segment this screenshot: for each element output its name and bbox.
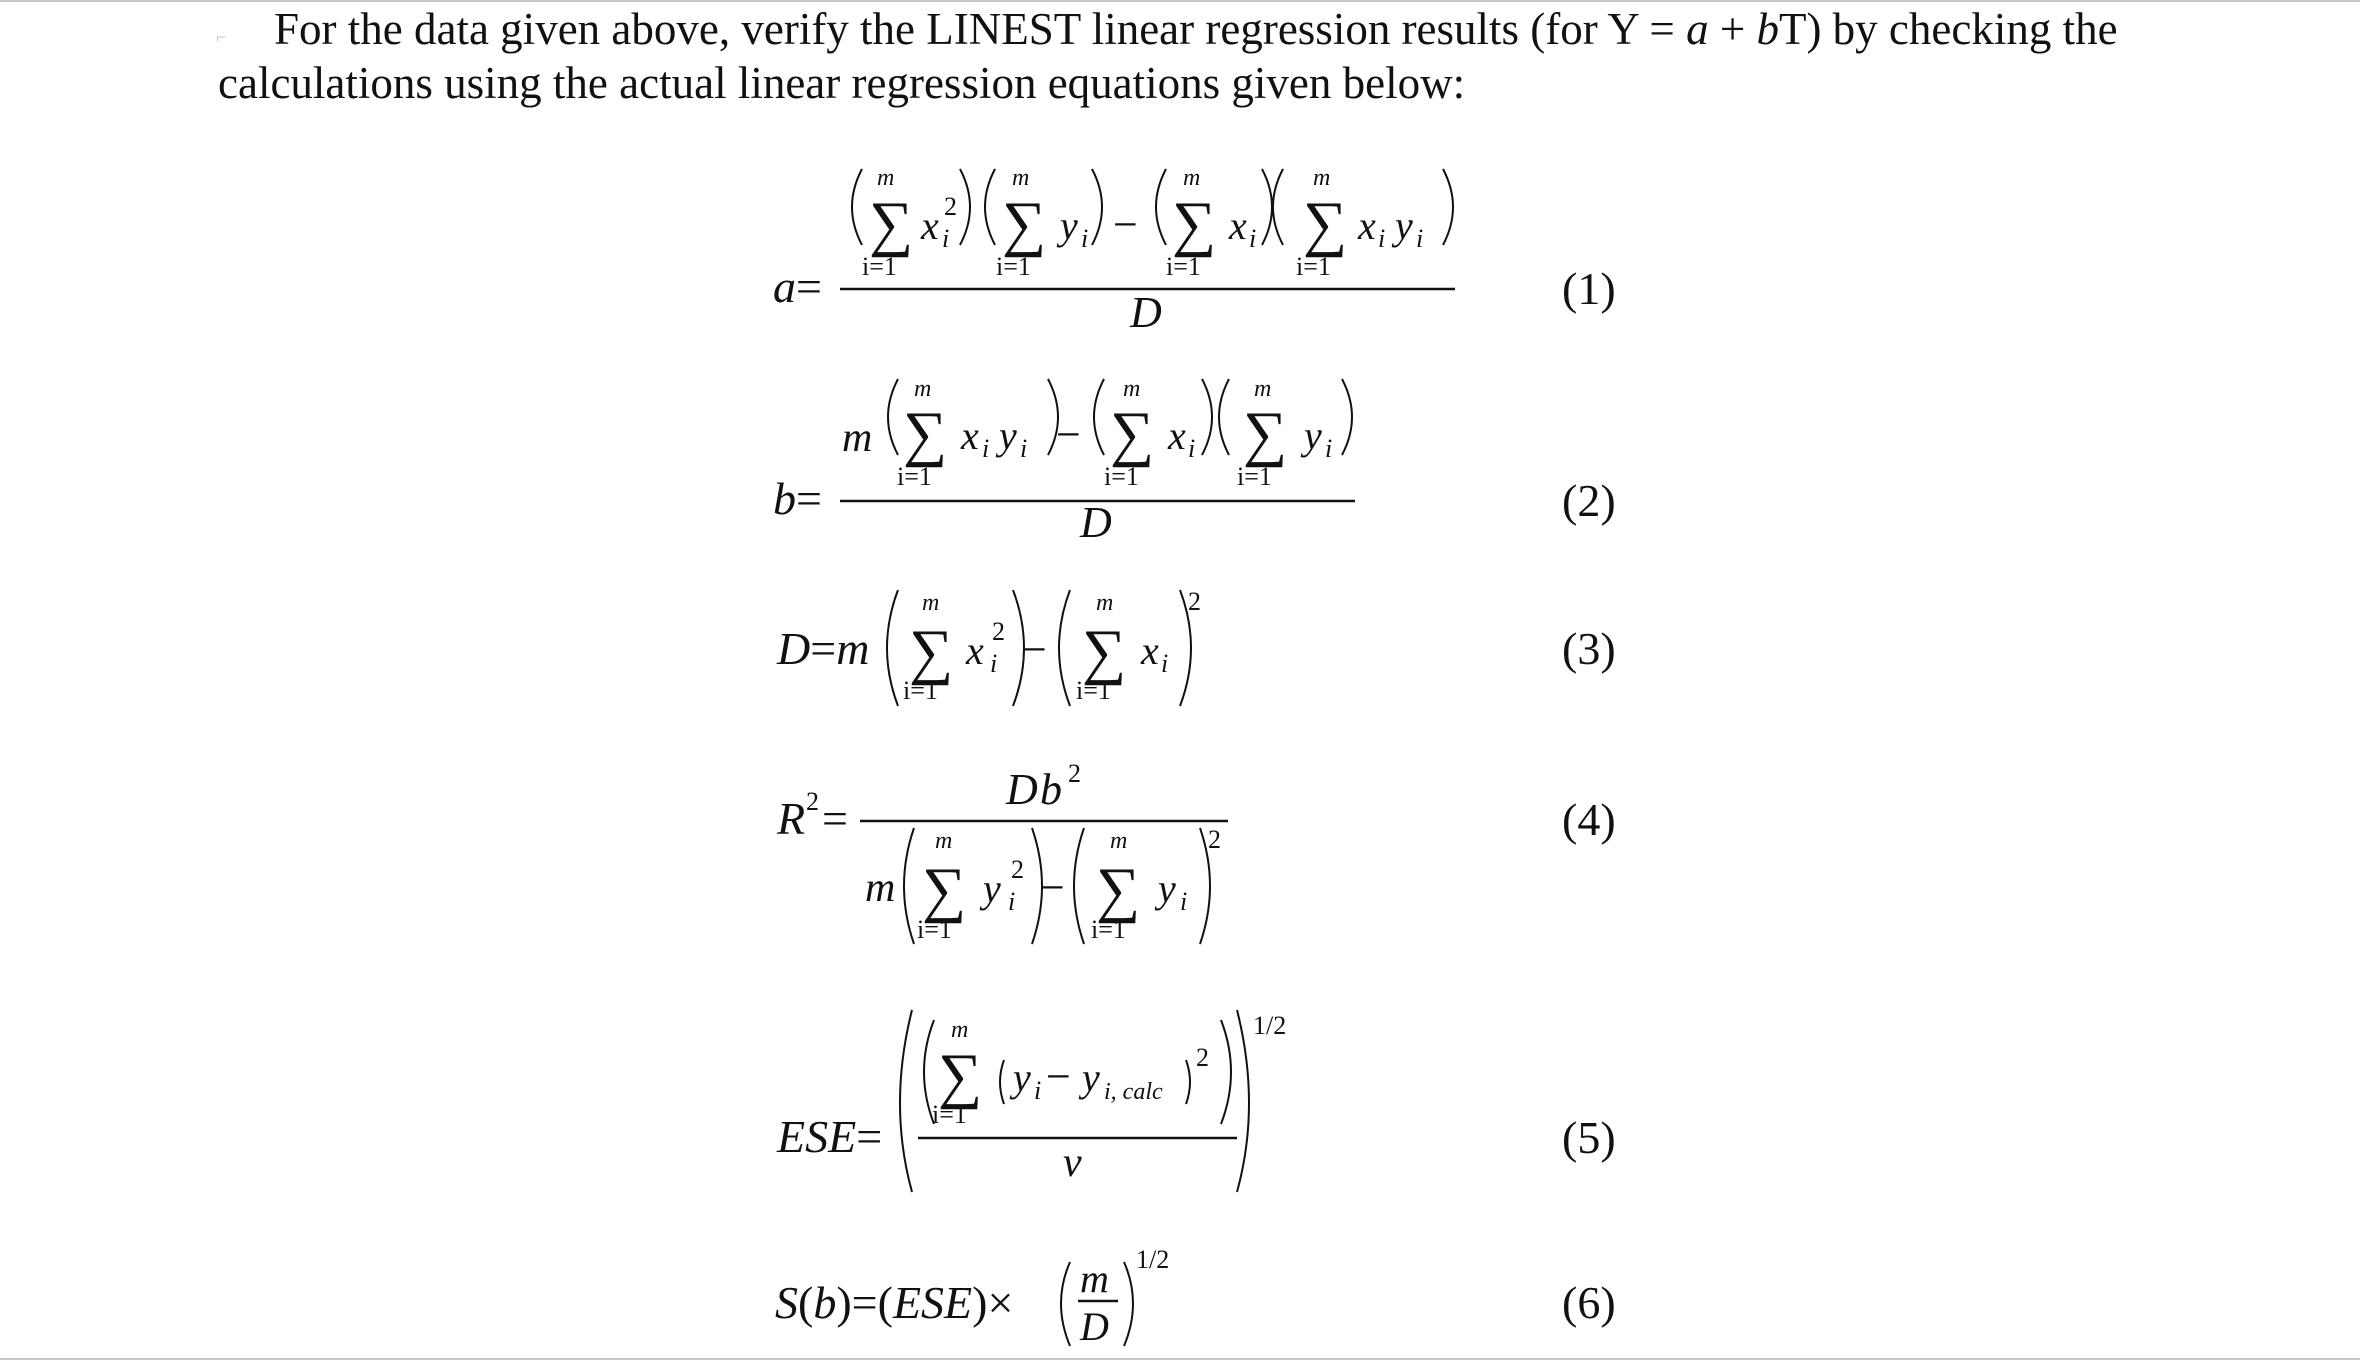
eq1-paren-open-4: [1273, 169, 1283, 245]
eq1-paren-open-3: [1156, 169, 1166, 245]
eq4-lhs: R: [777, 793, 806, 844]
eq4-y-2: y: [1158, 866, 1176, 911]
paragraph-anchor-icon: ⌐: [216, 27, 227, 47]
eq1-sum-1: ∑: [869, 190, 914, 258]
eq5-sub-calc: i, calc: [1104, 1079, 1163, 1105]
eq2-m: m: [842, 415, 873, 461]
equation-2: [773, 376, 1355, 547]
eq2-sum-2: ∑: [1110, 400, 1155, 468]
eq2-paren-open-3: [1219, 379, 1229, 455]
eq4-paren-open-1: [904, 828, 914, 944]
eq6-lhs: S: [775, 1277, 798, 1328]
eq1-paren-close-4: [1443, 169, 1453, 245]
equation-4: [776, 759, 1228, 944]
equation-3: [776, 587, 1201, 706]
eq5-sum: ∑: [938, 1042, 983, 1110]
eq5-lower-limit: i=1: [932, 1100, 967, 1129]
eq2-paren-open-2: [1094, 379, 1104, 455]
eq3-lower-limit-2: i=1: [1076, 676, 1111, 705]
eq4-num-b: b: [1040, 765, 1062, 814]
intro-var-a: a: [1686, 4, 1709, 54]
eq4-exp-1: 2: [1011, 855, 1024, 884]
intro-text-1: For the data given above, verify the LINEST linear regression results (for Y =: [274, 4, 1687, 54]
eq2-equals: =: [796, 473, 822, 524]
eq5-equals: =: [856, 1111, 883, 1162]
eq1-sum-4: ∑: [1303, 190, 1348, 258]
equation-number-6: (6): [1562, 1277, 1616, 1328]
eq1-lower-limit-1: i=1: [862, 252, 897, 281]
eq2-upper-limit-2: m: [1123, 376, 1141, 402]
eq2-sum-3: ∑: [1243, 400, 1288, 468]
eq5-denominator: v: [1063, 1140, 1082, 1186]
equation-5: [776, 1010, 1286, 1192]
eq1-sub-1: i: [942, 224, 950, 253]
eq2-sum-1: ∑: [903, 400, 948, 468]
eq2-upper-limit-3: m: [1254, 376, 1272, 402]
equation-number-4: (4): [1562, 794, 1616, 845]
eq4-lower-limit-1: i=1: [917, 915, 952, 944]
equation-number-3: (3): [1562, 623, 1616, 674]
eq5-ycalc: y: [1082, 1055, 1100, 1100]
eq3-upper-limit-2: m: [1096, 590, 1114, 616]
eq1-paren-open-1: [852, 169, 862, 245]
eq2-sub-1b: i: [1020, 434, 1028, 463]
eq2-paren-close-3: [1342, 379, 1352, 455]
eq3-x-1: x: [966, 628, 984, 673]
svg-text:a=: [773, 261, 822, 312]
eq6-paren-close: ): [836, 1277, 852, 1328]
eq6-paren-open-2: (: [877, 1277, 893, 1328]
eq2-paren-open-1: [888, 379, 898, 455]
eq1-equals: =: [796, 261, 822, 312]
eq2-lower-limit-3: i=1: [1237, 462, 1272, 491]
eq2-lhs: b: [773, 473, 796, 524]
eq2-denominator: D: [1080, 498, 1112, 547]
eq5-paren-close: [1221, 1020, 1231, 1124]
eq5-inner-paren-open: [1000, 1060, 1004, 1104]
equation-1: [773, 165, 1455, 337]
eq5-outer-paren-close: [1237, 1010, 1249, 1192]
eq2-upper-limit-1: m: [914, 376, 932, 402]
eq2-x-1: x: [961, 413, 979, 458]
svg-text:S(b)=(ESE)×: [775, 1277, 1013, 1328]
eq4-sub-1: i: [1008, 887, 1016, 916]
eq3-lhs: D: [777, 623, 811, 674]
eq4-lhs-exp: 2: [806, 787, 819, 816]
eq2-sub-1a: i: [982, 434, 990, 463]
eq3-exp-1: 2: [992, 617, 1005, 646]
equation-number-5: (5): [1562, 1112, 1616, 1163]
eq2-lower-limit-1: i=1: [897, 462, 932, 491]
eq1-sum-2: ∑: [1002, 190, 1047, 258]
intro-plus: +: [1708, 4, 1757, 54]
eq3-sum-2: ∑: [1082, 618, 1127, 686]
eq6-outer-exp: 1/2: [1136, 1245, 1170, 1274]
eq1-upper-limit-1: m: [877, 165, 895, 191]
eq4-y-1: y: [983, 866, 1001, 911]
eq6-frac-den: D: [1080, 1304, 1109, 1349]
eq6-equals: =: [851, 1277, 878, 1328]
svg-text:ESE=: [776, 1111, 882, 1162]
eq1-upper-limit-2: m: [1012, 165, 1030, 191]
svg-text:b=: [773, 473, 822, 524]
eq1-paren-close-2: [1092, 169, 1102, 245]
eq1-sub-3: i: [1249, 224, 1257, 253]
eq2-lower-limit-2: i=1: [1104, 462, 1139, 491]
eq4-num-exp: 2: [1068, 759, 1081, 788]
eq1-upper-limit-4: m: [1313, 165, 1331, 191]
eq1-lhs: a: [773, 261, 796, 312]
eq4-equals: =: [822, 793, 848, 844]
eq6-frac-paren-close: [1124, 1262, 1133, 1346]
eq3-paren-open-1: [887, 590, 898, 706]
eq3-m: m: [836, 623, 870, 674]
eq4-num-D: D: [1006, 765, 1038, 814]
eq2-sub-3: i: [1325, 434, 1333, 463]
eq2-minus: −: [1056, 410, 1081, 459]
eq6-frac-num: m: [1080, 1256, 1109, 1301]
eq6-paren-close-2: ): [972, 1277, 988, 1328]
eq5-y: y: [1013, 1055, 1031, 1100]
eq1-minus: −: [1113, 200, 1138, 249]
eq3-sub-1: i: [990, 649, 998, 678]
eq3-x-2: x: [1141, 628, 1159, 673]
eq6-rhs: ESE: [892, 1277, 973, 1328]
eq1-lower-limit-3: i=1: [1166, 252, 1201, 281]
eq5-outer-exp: 1/2: [1253, 1011, 1287, 1040]
eq1-paren-close-1: [960, 169, 970, 245]
eq3-outer-exp: 2: [1188, 587, 1201, 616]
eq1-x-1: x: [921, 203, 939, 248]
eq5-minus: −: [1046, 1052, 1071, 1101]
equation-number-2: (2): [1562, 475, 1616, 526]
eq6-frac-paren-open: [1061, 1262, 1070, 1346]
eq6-arg: b: [813, 1277, 837, 1328]
eq1-sum-3: ∑: [1172, 190, 1217, 258]
eq2-sub-2: i: [1188, 434, 1196, 463]
eq4-sub-2: i: [1180, 887, 1188, 916]
eq5-outer-paren-open: [900, 1010, 912, 1192]
eq1-y-2: y: [1060, 203, 1078, 248]
eq6-paren-open: (: [798, 1277, 814, 1328]
eq1-x-3: x: [1229, 203, 1247, 248]
eq5-upper-limit: m: [951, 1017, 969, 1043]
eq4-sum-2: ∑: [1096, 856, 1141, 924]
eq3-sub-2: i: [1161, 649, 1169, 678]
eq1-paren-close-3: [1262, 169, 1272, 245]
eq4-paren-open-2: [1074, 828, 1084, 944]
eq1-upper-limit-3: m: [1183, 165, 1201, 191]
eq1-x-4: x: [1358, 203, 1376, 248]
eq3-sum-1: ∑: [909, 618, 954, 686]
eq3-lower-limit-1: i=1: [903, 676, 938, 705]
eq6-times: ×: [987, 1277, 1014, 1328]
eq1-sub-2: i: [1081, 224, 1089, 253]
eq2-paren-close-2: [1202, 379, 1212, 455]
eq4-lower-limit-2: i=1: [1091, 915, 1126, 944]
eq2-y-3: y: [1304, 413, 1322, 458]
eq1-exp-1: 2: [944, 192, 957, 221]
eq4-den-m: m: [865, 865, 896, 911]
intro-text-2: T) by checking the calculations using the actual linear regression equations given below:: [218, 4, 2118, 108]
eq2-y-1: y: [999, 413, 1017, 458]
eq2-x-2: x: [1168, 413, 1186, 458]
equation-6: [775, 1245, 1169, 1349]
svg-text:D=m: [776, 623, 869, 674]
eq4-outer-exp: 2: [1208, 825, 1221, 854]
eq1-y-4: y: [1395, 203, 1413, 248]
eq1-denominator: D: [1130, 288, 1162, 337]
eq5-sub-i: i: [1034, 1076, 1042, 1105]
eq3-minus: −: [1022, 625, 1047, 674]
eq1-sub-4b: i: [1416, 224, 1424, 253]
eq4-upper-limit-2: m: [1110, 828, 1128, 854]
eq3-paren-open-2: [1059, 590, 1070, 706]
equation-number-1: (1): [1562, 263, 1616, 314]
intro-var-b: b: [1756, 4, 1779, 54]
eq3-equals: =: [810, 623, 837, 674]
eq1-lower-limit-4: i=1: [1296, 252, 1331, 281]
eq4-upper-limit-1: m: [935, 828, 953, 854]
eq4-minus: −: [1040, 863, 1065, 912]
eq1-paren-open-2: [985, 169, 995, 245]
eq1-sub-4a: i: [1378, 224, 1386, 253]
eq5-inner-exp: 2: [1196, 1043, 1209, 1072]
eq5-inner-paren-close: [1186, 1060, 1190, 1104]
eq1-lower-limit-2: i=1: [996, 252, 1031, 281]
eq4-sum-1: ∑: [922, 856, 967, 924]
eq5-lhs: ESE: [777, 1111, 857, 1162]
eq3-upper-limit-1: m: [922, 590, 940, 616]
